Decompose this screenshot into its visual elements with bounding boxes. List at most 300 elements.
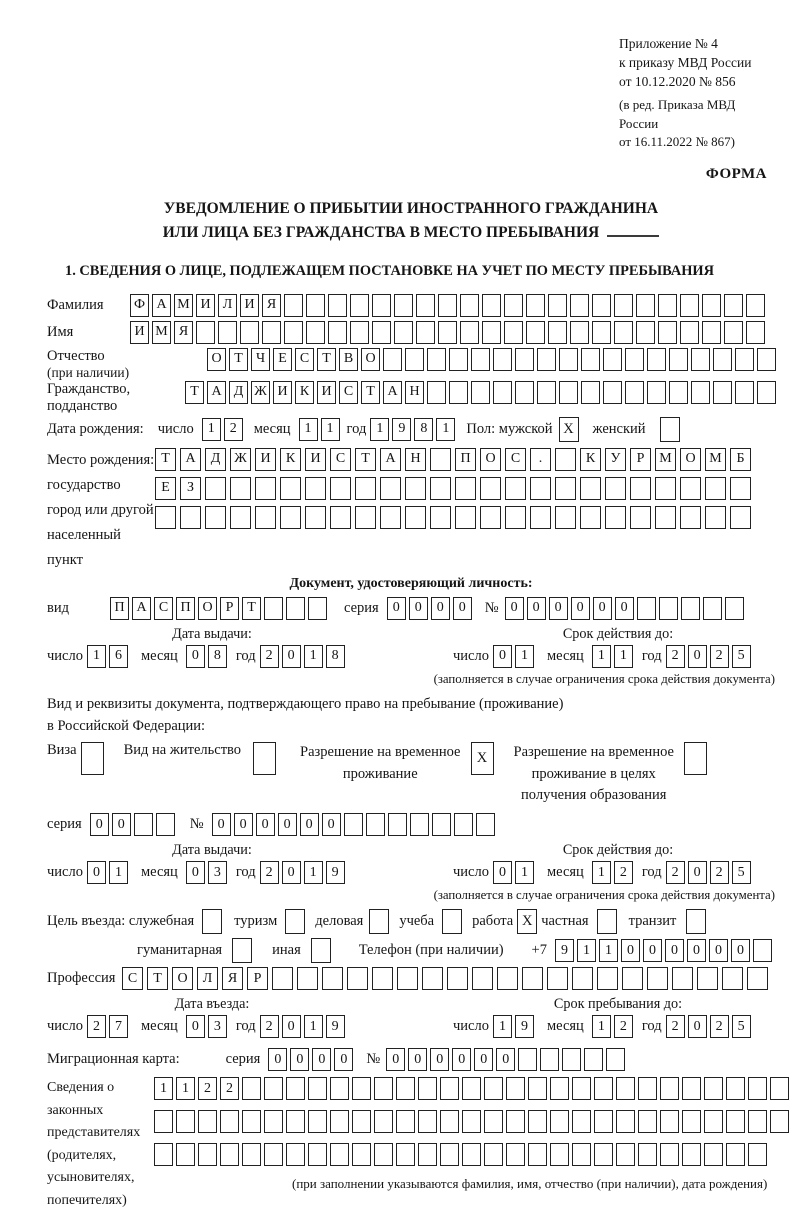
char-cell[interactable]: А: [180, 448, 201, 471]
char-cell[interactable]: Ж: [251, 381, 270, 404]
char-cell[interactable]: [753, 939, 772, 962]
char-cell[interactable]: [306, 321, 325, 344]
char-cell[interactable]: [713, 381, 732, 404]
char-cell[interactable]: [322, 967, 343, 990]
char-cell[interactable]: [264, 1077, 283, 1100]
char-cell[interactable]: [242, 1077, 261, 1100]
char-cell[interactable]: [493, 348, 512, 371]
char-cell[interactable]: [550, 1110, 569, 1133]
char-cell[interactable]: [515, 381, 534, 404]
char-cell[interactable]: 0: [112, 813, 131, 836]
char-cell[interactable]: [449, 348, 468, 371]
char-cell[interactable]: 0: [322, 813, 341, 836]
char-cell[interactable]: 0: [665, 939, 684, 962]
char-cell[interactable]: [748, 1143, 767, 1166]
char-cell[interactable]: 0: [474, 1048, 493, 1071]
char-cell[interactable]: [680, 321, 699, 344]
char-cell[interactable]: А: [383, 381, 402, 404]
char-cell[interactable]: [638, 1110, 657, 1133]
char-cell[interactable]: 0: [212, 813, 231, 836]
char-cell[interactable]: [447, 967, 468, 990]
char-cell[interactable]: 2: [614, 1015, 633, 1038]
char-cell[interactable]: [230, 506, 251, 529]
char-cell[interactable]: [422, 967, 443, 990]
char-cell[interactable]: [506, 1143, 525, 1166]
char-cell[interactable]: [537, 381, 556, 404]
char-cell[interactable]: О: [680, 448, 701, 471]
char-cell[interactable]: 1: [304, 1015, 323, 1038]
char-cell[interactable]: [472, 967, 493, 990]
char-cell[interactable]: [396, 1077, 415, 1100]
char-cell[interactable]: [284, 321, 303, 344]
temp-permit-edu-checkbox[interactable]: [684, 742, 707, 775]
other-checkbox[interactable]: [311, 938, 331, 963]
char-cell[interactable]: [748, 1077, 767, 1100]
char-cell[interactable]: [305, 477, 326, 500]
char-cell[interactable]: [647, 348, 666, 371]
char-cell[interactable]: [410, 813, 429, 836]
female-checkbox[interactable]: [660, 417, 680, 442]
char-cell[interactable]: [504, 321, 523, 344]
char-cell[interactable]: [383, 348, 402, 371]
char-cell[interactable]: [597, 967, 618, 990]
study-checkbox[interactable]: [442, 909, 462, 934]
char-cell[interactable]: [154, 1143, 173, 1166]
char-cell[interactable]: Т: [355, 448, 376, 471]
char-cell[interactable]: [637, 597, 656, 620]
char-cell[interactable]: [176, 1110, 195, 1133]
char-cell[interactable]: [757, 348, 776, 371]
char-cell[interactable]: [705, 506, 726, 529]
char-cell[interactable]: [176, 1143, 195, 1166]
char-cell[interactable]: [493, 381, 512, 404]
char-cell[interactable]: У: [605, 448, 626, 471]
char-cell[interactable]: 1: [202, 418, 221, 441]
char-cell[interactable]: [374, 1077, 393, 1100]
char-cell[interactable]: [606, 1048, 625, 1071]
char-cell[interactable]: [580, 477, 601, 500]
char-cell[interactable]: 0: [709, 939, 728, 962]
char-cell[interactable]: Р: [247, 967, 268, 990]
char-cell[interactable]: [308, 1077, 327, 1100]
char-cell[interactable]: [528, 1077, 547, 1100]
char-cell[interactable]: И: [317, 381, 336, 404]
char-cell[interactable]: И: [196, 294, 215, 317]
char-cell[interactable]: [660, 1110, 679, 1133]
char-cell[interactable]: [735, 348, 754, 371]
char-cell[interactable]: 2: [710, 645, 729, 668]
char-cell[interactable]: [352, 1143, 371, 1166]
char-cell[interactable]: [713, 348, 732, 371]
char-cell[interactable]: 5: [732, 1015, 751, 1038]
char-cell[interactable]: 0: [186, 645, 205, 668]
char-cell[interactable]: [440, 1077, 459, 1100]
char-cell[interactable]: 1: [592, 861, 611, 884]
char-cell[interactable]: [726, 1077, 745, 1100]
char-cell[interactable]: [647, 967, 668, 990]
char-cell[interactable]: [605, 477, 626, 500]
char-cell[interactable]: [603, 348, 622, 371]
char-cell[interactable]: [286, 597, 305, 620]
char-cell[interactable]: [460, 321, 479, 344]
char-cell[interactable]: 2: [220, 1077, 239, 1100]
char-cell[interactable]: [614, 294, 633, 317]
work-checkbox[interactable]: X: [517, 909, 537, 934]
char-cell[interactable]: 3: [208, 861, 227, 884]
char-cell[interactable]: 1: [154, 1077, 173, 1100]
char-cell[interactable]: А: [207, 381, 226, 404]
transit-checkbox[interactable]: [686, 909, 706, 934]
char-cell[interactable]: [242, 1143, 261, 1166]
char-cell[interactable]: [380, 506, 401, 529]
char-cell[interactable]: [655, 477, 676, 500]
char-cell[interactable]: [484, 1110, 503, 1133]
char-cell[interactable]: С: [122, 967, 143, 990]
char-cell[interactable]: 0: [282, 1015, 301, 1038]
char-cell[interactable]: [308, 1143, 327, 1166]
char-cell[interactable]: 0: [549, 597, 568, 620]
char-cell[interactable]: 0: [688, 861, 707, 884]
char-cell[interactable]: [330, 1110, 349, 1133]
char-cell[interactable]: 0: [505, 597, 524, 620]
char-cell[interactable]: Т: [242, 597, 261, 620]
visa-checkbox[interactable]: [81, 742, 104, 775]
char-cell[interactable]: [355, 506, 376, 529]
char-cell[interactable]: [747, 967, 768, 990]
char-cell[interactable]: 0: [90, 813, 109, 836]
char-cell[interactable]: [518, 1048, 537, 1071]
char-cell[interactable]: [730, 477, 751, 500]
char-cell[interactable]: [350, 321, 369, 344]
char-cell[interactable]: Б: [730, 448, 751, 471]
char-cell[interactable]: [480, 477, 501, 500]
char-cell[interactable]: [669, 381, 688, 404]
char-cell[interactable]: 0: [493, 645, 512, 668]
business-checkbox[interactable]: [369, 909, 389, 934]
char-cell[interactable]: 3: [208, 1015, 227, 1038]
char-cell[interactable]: [547, 967, 568, 990]
char-cell[interactable]: 0: [282, 645, 301, 668]
char-cell[interactable]: Т: [229, 348, 248, 371]
char-cell[interactable]: [255, 477, 276, 500]
char-cell[interactable]: [570, 294, 589, 317]
char-cell[interactable]: 0: [300, 813, 319, 836]
char-cell[interactable]: 0: [731, 939, 750, 962]
char-cell[interactable]: Т: [317, 348, 336, 371]
char-cell[interactable]: С: [154, 597, 173, 620]
char-cell[interactable]: [328, 294, 347, 317]
char-cell[interactable]: [427, 381, 446, 404]
char-cell[interactable]: А: [152, 294, 171, 317]
char-cell[interactable]: [614, 321, 633, 344]
char-cell[interactable]: [462, 1143, 481, 1166]
char-cell[interactable]: [616, 1077, 635, 1100]
char-cell[interactable]: [374, 1110, 393, 1133]
char-cell[interactable]: [330, 1077, 349, 1100]
char-cell[interactable]: [372, 294, 391, 317]
char-cell[interactable]: [286, 1143, 305, 1166]
char-cell[interactable]: [559, 381, 578, 404]
char-cell[interactable]: [704, 1077, 723, 1100]
char-cell[interactable]: [380, 477, 401, 500]
char-cell[interactable]: [580, 506, 601, 529]
char-cell[interactable]: [528, 1143, 547, 1166]
char-cell[interactable]: [702, 294, 721, 317]
char-cell[interactable]: [682, 1110, 701, 1133]
char-cell[interactable]: [484, 1143, 503, 1166]
char-cell[interactable]: 2: [198, 1077, 217, 1100]
char-cell[interactable]: [440, 1110, 459, 1133]
char-cell[interactable]: [770, 1077, 789, 1100]
char-cell[interactable]: 2: [224, 418, 243, 441]
char-cell[interactable]: [305, 506, 326, 529]
char-cell[interactable]: Д: [205, 448, 226, 471]
char-cell[interactable]: [540, 1048, 559, 1071]
char-cell[interactable]: 2: [710, 1015, 729, 1038]
char-cell[interactable]: [388, 813, 407, 836]
char-cell[interactable]: [616, 1110, 635, 1133]
char-cell[interactable]: М: [655, 448, 676, 471]
char-cell[interactable]: 0: [571, 597, 590, 620]
char-cell[interactable]: [330, 506, 351, 529]
char-cell[interactable]: [658, 294, 677, 317]
char-cell[interactable]: [680, 294, 699, 317]
char-cell[interactable]: [572, 1143, 591, 1166]
char-cell[interactable]: [438, 294, 457, 317]
char-cell[interactable]: 0: [453, 597, 472, 620]
char-cell[interactable]: 6: [109, 645, 128, 668]
char-cell[interactable]: 0: [312, 1048, 331, 1071]
char-cell[interactable]: [680, 506, 701, 529]
char-cell[interactable]: З: [180, 477, 201, 500]
char-cell[interactable]: В: [339, 348, 358, 371]
char-cell[interactable]: [506, 1110, 525, 1133]
char-cell[interactable]: [638, 1143, 657, 1166]
char-cell[interactable]: [449, 381, 468, 404]
char-cell[interactable]: [548, 321, 567, 344]
char-cell[interactable]: 5: [732, 645, 751, 668]
char-cell[interactable]: [427, 348, 446, 371]
char-cell[interactable]: [691, 381, 710, 404]
char-cell[interactable]: 0: [256, 813, 275, 836]
char-cell[interactable]: [630, 477, 651, 500]
char-cell[interactable]: [705, 477, 726, 500]
char-cell[interactable]: [550, 1077, 569, 1100]
char-cell[interactable]: 8: [414, 418, 433, 441]
char-cell[interactable]: [352, 1077, 371, 1100]
char-cell[interactable]: 0: [688, 645, 707, 668]
char-cell[interactable]: 0: [282, 861, 301, 884]
char-cell[interactable]: [405, 348, 424, 371]
char-cell[interactable]: [482, 321, 501, 344]
char-cell[interactable]: [396, 1110, 415, 1133]
char-cell[interactable]: [416, 294, 435, 317]
char-cell[interactable]: [704, 1143, 723, 1166]
char-cell[interactable]: И: [255, 448, 276, 471]
char-cell[interactable]: [264, 1110, 283, 1133]
char-cell[interactable]: К: [295, 381, 314, 404]
char-cell[interactable]: [405, 506, 426, 529]
char-cell[interactable]: С: [505, 448, 526, 471]
char-cell[interactable]: [726, 1143, 745, 1166]
char-cell[interactable]: 0: [496, 1048, 515, 1071]
char-cell[interactable]: [660, 1143, 679, 1166]
char-cell[interactable]: [405, 477, 426, 500]
char-cell[interactable]: [726, 1110, 745, 1133]
char-cell[interactable]: [264, 1143, 283, 1166]
char-cell[interactable]: [280, 506, 301, 529]
char-cell[interactable]: 0: [408, 1048, 427, 1071]
char-cell[interactable]: [603, 381, 622, 404]
char-cell[interactable]: [347, 967, 368, 990]
char-cell[interactable]: [704, 1110, 723, 1133]
char-cell[interactable]: [297, 967, 318, 990]
char-cell[interactable]: [658, 321, 677, 344]
char-cell[interactable]: [372, 321, 391, 344]
char-cell[interactable]: [570, 321, 589, 344]
char-cell[interactable]: 0: [688, 1015, 707, 1038]
char-cell[interactable]: Р: [220, 597, 239, 620]
char-cell[interactable]: П: [455, 448, 476, 471]
char-cell[interactable]: [280, 477, 301, 500]
char-cell[interactable]: Т: [147, 967, 168, 990]
char-cell[interactable]: 2: [260, 1015, 279, 1038]
char-cell[interactable]: Т: [155, 448, 176, 471]
char-cell[interactable]: 1: [515, 645, 534, 668]
char-cell[interactable]: [205, 506, 226, 529]
char-cell[interactable]: [572, 1110, 591, 1133]
char-cell[interactable]: [306, 294, 325, 317]
char-cell[interactable]: [355, 477, 376, 500]
char-cell[interactable]: 0: [430, 1048, 449, 1071]
char-cell[interactable]: 7: [109, 1015, 128, 1038]
char-cell[interactable]: 9: [515, 1015, 534, 1038]
char-cell[interactable]: 1: [614, 645, 633, 668]
char-cell[interactable]: [374, 1143, 393, 1166]
char-cell[interactable]: [430, 477, 451, 500]
char-cell[interactable]: 1: [299, 418, 318, 441]
char-cell[interactable]: 0: [387, 597, 406, 620]
char-cell[interactable]: [396, 1143, 415, 1166]
char-cell[interactable]: А: [132, 597, 151, 620]
char-cell[interactable]: [462, 1110, 481, 1133]
char-cell[interactable]: [669, 348, 688, 371]
char-cell[interactable]: [659, 597, 678, 620]
tourism-checkbox[interactable]: [285, 909, 305, 934]
char-cell[interactable]: Н: [405, 448, 426, 471]
char-cell[interactable]: [154, 1110, 173, 1133]
char-cell[interactable]: 1: [493, 1015, 512, 1038]
char-cell[interactable]: Н: [405, 381, 424, 404]
char-cell[interactable]: 1: [592, 645, 611, 668]
char-cell[interactable]: С: [295, 348, 314, 371]
char-cell[interactable]: [584, 1048, 603, 1071]
char-cell[interactable]: [537, 348, 556, 371]
char-cell[interactable]: [594, 1143, 613, 1166]
char-cell[interactable]: 1: [592, 1015, 611, 1038]
char-cell[interactable]: [730, 506, 751, 529]
char-cell[interactable]: 1: [304, 861, 323, 884]
char-cell[interactable]: [702, 321, 721, 344]
char-cell[interactable]: [625, 381, 644, 404]
char-cell[interactable]: [220, 1110, 239, 1133]
char-cell[interactable]: .: [530, 448, 551, 471]
char-cell[interactable]: 2: [260, 645, 279, 668]
char-cell[interactable]: Р: [630, 448, 651, 471]
char-cell[interactable]: 8: [326, 645, 345, 668]
char-cell[interactable]: [636, 294, 655, 317]
char-cell[interactable]: П: [110, 597, 129, 620]
char-cell[interactable]: М: [705, 448, 726, 471]
char-cell[interactable]: [430, 506, 451, 529]
char-cell[interactable]: А: [380, 448, 401, 471]
char-cell[interactable]: 0: [186, 1015, 205, 1038]
char-cell[interactable]: [594, 1077, 613, 1100]
char-cell[interactable]: [735, 381, 754, 404]
char-cell[interactable]: [757, 381, 776, 404]
char-cell[interactable]: [460, 294, 479, 317]
char-cell[interactable]: [455, 506, 476, 529]
char-cell[interactable]: [156, 813, 175, 836]
char-cell[interactable]: [284, 294, 303, 317]
char-cell[interactable]: 1: [87, 645, 106, 668]
char-cell[interactable]: [352, 1110, 371, 1133]
char-cell[interactable]: 1: [176, 1077, 195, 1100]
char-cell[interactable]: [504, 294, 523, 317]
char-cell[interactable]: [418, 1077, 437, 1100]
char-cell[interactable]: [205, 477, 226, 500]
char-cell[interactable]: 0: [452, 1048, 471, 1071]
char-cell[interactable]: [605, 506, 626, 529]
char-cell[interactable]: [506, 1077, 525, 1100]
char-cell[interactable]: 2: [666, 861, 685, 884]
char-cell[interactable]: [548, 294, 567, 317]
residence-permit-checkbox[interactable]: [253, 742, 276, 775]
char-cell[interactable]: [526, 294, 545, 317]
char-cell[interactable]: 0: [186, 861, 205, 884]
char-cell[interactable]: [697, 967, 718, 990]
char-cell[interactable]: [636, 321, 655, 344]
char-cell[interactable]: [242, 1110, 261, 1133]
char-cell[interactable]: [497, 967, 518, 990]
char-cell[interactable]: 0: [643, 939, 662, 962]
char-cell[interactable]: [581, 348, 600, 371]
char-cell[interactable]: [725, 597, 744, 620]
char-cell[interactable]: [440, 1143, 459, 1166]
char-cell[interactable]: [418, 1143, 437, 1166]
char-cell[interactable]: 2: [710, 861, 729, 884]
char-cell[interactable]: 0: [334, 1048, 353, 1071]
char-cell[interactable]: 0: [290, 1048, 309, 1071]
char-cell[interactable]: [594, 1110, 613, 1133]
char-cell[interactable]: Я: [222, 967, 243, 990]
char-cell[interactable]: 0: [386, 1048, 405, 1071]
char-cell[interactable]: С: [330, 448, 351, 471]
char-cell[interactable]: [471, 348, 490, 371]
char-cell[interactable]: [592, 321, 611, 344]
private-checkbox[interactable]: [597, 909, 617, 934]
char-cell[interactable]: [454, 813, 473, 836]
char-cell[interactable]: [484, 1077, 503, 1100]
char-cell[interactable]: 1: [515, 861, 534, 884]
char-cell[interactable]: [770, 1110, 789, 1133]
char-cell[interactable]: [682, 1143, 701, 1166]
char-cell[interactable]: [581, 381, 600, 404]
char-cell[interactable]: К: [280, 448, 301, 471]
char-cell[interactable]: [647, 381, 666, 404]
char-cell[interactable]: Ж: [230, 448, 251, 471]
char-cell[interactable]: [218, 321, 237, 344]
